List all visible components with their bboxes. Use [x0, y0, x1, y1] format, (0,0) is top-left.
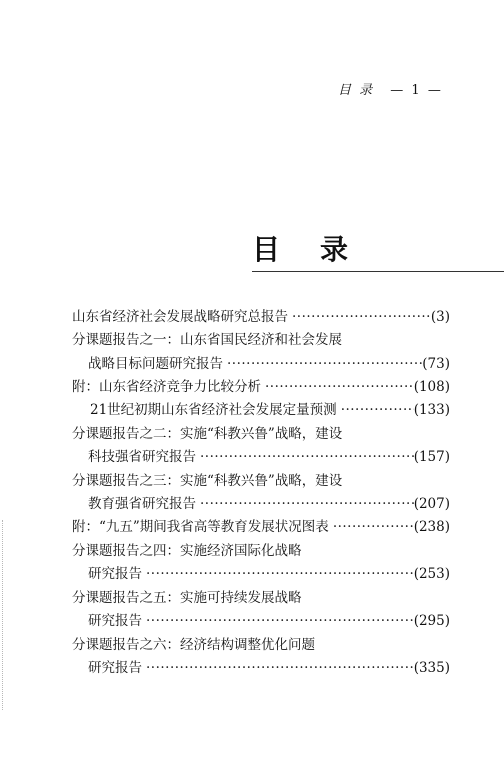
- toc-leader: [261, 376, 414, 398]
- toc-entry-title: 分课题报告之六：经济结构调整优化问题: [72, 637, 315, 653]
- toc-entry-page: (133): [413, 402, 450, 418]
- toc-entry-title: 科技强省研究报告: [88, 449, 196, 465]
- toc-entry-title: 分课题报告之三：实施“科教兴鲁”战略，建设: [72, 473, 343, 489]
- toc-entry-page: (253): [413, 566, 450, 582]
- toc-leader: [288, 306, 431, 328]
- toc-entry[interactable]: [72, 540, 302, 562]
- toc-entry-page: (295): [413, 613, 450, 629]
- toc-entry[interactable]: [88, 446, 450, 468]
- toc-entry-title: 分课题报告之四：实施经济国际化战略: [72, 543, 302, 559]
- page-title: 目录: [252, 233, 389, 266]
- toc-entry[interactable]: [72, 329, 342, 351]
- toc-entry-title: 附：山东省经济竞争力比较分析: [72, 379, 261, 395]
- bleed-through-spine-marks: [2, 520, 9, 710]
- toc-leader: [223, 353, 422, 375]
- toc-entry-page: (207): [413, 496, 450, 512]
- toc-entry[interactable]: [72, 587, 302, 609]
- toc-entry[interactable]: [88, 610, 450, 632]
- toc-leader: [337, 399, 414, 421]
- toc-entry[interactable]: [88, 657, 450, 679]
- toc-entry[interactable]: [72, 306, 450, 328]
- toc-entry-title: 研究报告: [88, 660, 142, 676]
- toc-entry[interactable]: [88, 493, 450, 515]
- running-header: [338, 79, 443, 98]
- title-underline: [252, 271, 504, 272]
- toc-entry-title: 分课题报告之五：实施可持续发展战略: [72, 590, 302, 606]
- toc-entry-title: 研究报告: [88, 613, 142, 629]
- toc-entry[interactable]: [88, 563, 450, 585]
- toc-entry-page: (335): [413, 660, 450, 676]
- toc-entry-title: 分课题报告之二：实施“科教兴鲁”战略，建设: [72, 426, 343, 442]
- toc-entry-title: 21世纪初期山东省经济社会发展定量预测: [90, 402, 337, 418]
- toc-entry-title: 教育强省研究报告: [88, 496, 196, 512]
- toc-leader: [196, 446, 414, 468]
- toc-entry[interactable]: [88, 353, 450, 375]
- header-section-label: 目 录: [338, 83, 375, 98]
- toc-entry[interactable]: [90, 399, 450, 421]
- toc-entry-title: 战略目标问题研究报告: [88, 356, 223, 372]
- toc-entry[interactable]: [72, 516, 450, 538]
- toc-leader: [142, 657, 414, 679]
- toc-entry-page: (108): [413, 379, 450, 395]
- toc-entry[interactable]: [72, 634, 315, 656]
- toc-leader: [329, 516, 414, 538]
- toc-entry-title: 分课题报告之一：山东省国民经济和社会发展: [72, 332, 342, 348]
- toc-entry-title: 研究报告: [88, 566, 142, 582]
- toc-entry-title: 山东省经济社会发展战略研究总报告: [72, 309, 288, 325]
- toc-entry[interactable]: [72, 423, 342, 445]
- toc-leader: [142, 563, 414, 585]
- toc-entry-page: (3): [430, 309, 450, 325]
- toc-entry-title: 附：“九五”期间我省高等教育发展状况图表: [72, 519, 329, 535]
- toc-leader: [196, 493, 414, 515]
- toc-leader: [142, 610, 414, 632]
- toc-entry[interactable]: [72, 470, 342, 492]
- toc-entry[interactable]: [72, 376, 450, 398]
- toc-entry-page: (157): [413, 449, 450, 465]
- header-page-number: — 1 —: [390, 83, 443, 98]
- toc-entry-page: (238): [413, 519, 450, 535]
- toc-entry-page: (73): [422, 356, 450, 372]
